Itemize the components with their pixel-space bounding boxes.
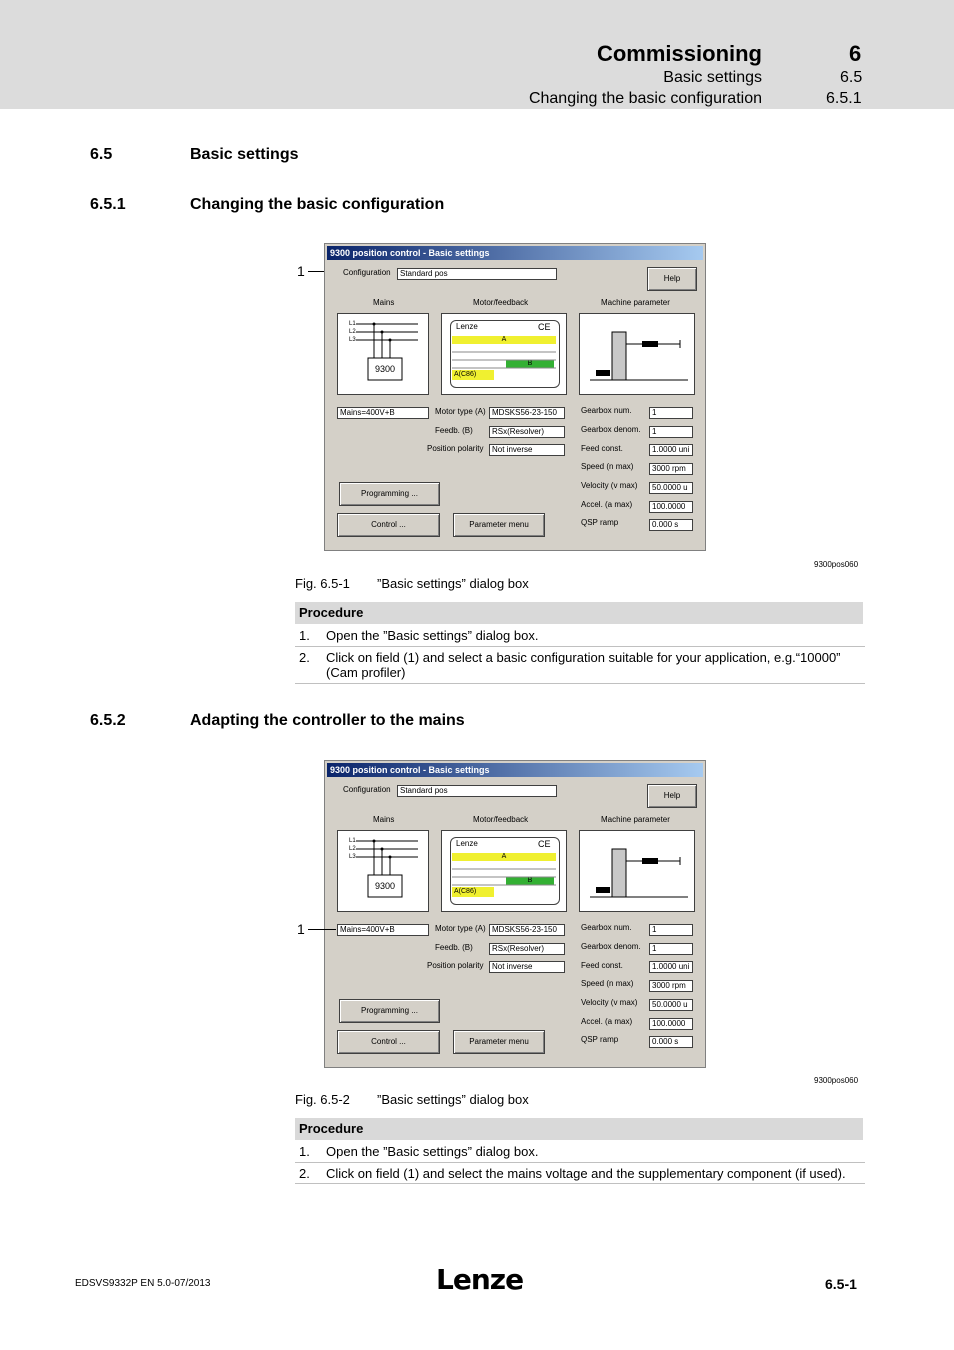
position-polarity-field[interactable]: Not inverse — [489, 961, 565, 973]
nameplate-grid — [452, 861, 556, 897]
heading-6-5-1-number: 6.5.1 — [90, 196, 126, 213]
nameplate-grid — [452, 344, 556, 380]
configuration-field[interactable]: Standard pos — [397, 785, 557, 797]
step-number: 1. — [299, 1144, 310, 1159]
gearbox-num-label: Gearbox num. — [581, 406, 632, 415]
qsp-ramp-label: QSP ramp — [581, 518, 619, 527]
bar-b: B — [506, 877, 554, 885]
motor-feedback-label: Motor/feedback — [473, 298, 529, 307]
heading-6-5-title: Basic settings — [190, 146, 299, 163]
motor-type-label: Motor type (A) — [435, 924, 486, 933]
heading-6-5-1-title: Changing the basic configuration — [190, 196, 445, 213]
gearbox-denom-field[interactable]: 1 — [649, 943, 693, 955]
dialog-titlebar: 9300 position control - Basic settings — [327, 246, 703, 260]
document-id: EDSVS9332P EN 5.0-07/2013 — [75, 1278, 211, 1289]
help-button[interactable]: Help — [647, 784, 697, 808]
bar-a: A — [452, 853, 556, 861]
heading-6-5-2-number: 6.5.2 — [90, 712, 126, 729]
configuration-field[interactable]: Standard pos — [397, 268, 557, 280]
procedure2-step — [295, 1141, 865, 1163]
gearbox-denom-field[interactable]: 1 — [649, 426, 693, 438]
motor-feedback-label: Motor/feedback — [473, 815, 529, 824]
figure2-caption-text: ”Basic settings” dialog box — [377, 1092, 529, 1107]
machine-parameter-label: Machine parameter — [601, 815, 670, 824]
gearbox-num-field[interactable]: 1 — [649, 924, 693, 936]
help-button[interactable]: Help — [647, 267, 697, 291]
position-polarity-field[interactable]: Not inverse — [489, 444, 565, 456]
motor-type-field[interactable]: MDSKS56-23-150 — [489, 407, 565, 419]
heading-6-5-number: 6.5 — [90, 146, 113, 163]
parameter-menu-button[interactable]: Parameter menu — [453, 1030, 545, 1054]
mains-field[interactable]: Mains=400V+B — [337, 407, 429, 419]
configuration-label: Configuration — [343, 785, 391, 794]
gearbox-num-field[interactable]: 1 — [649, 407, 693, 419]
chapter-title: Commissioning — [596, 41, 762, 66]
machine-parameter-pane[interactable] — [579, 313, 695, 395]
step-text: Click on field (1) and select the mains voltage and the supplementary component (if used). — [326, 1166, 846, 1181]
procedure1-step — [295, 647, 865, 684]
controller-label: 9300 — [375, 881, 396, 891]
gearbox-denom-label: Gearbox denom. — [581, 425, 641, 434]
step-text: Click on field (1) and select a basic configuration suitable for your application, e.g.“10000” (Cam profiler) — [326, 650, 841, 680]
mains-pane[interactable] — [337, 830, 429, 912]
page-number: 6.5-1 — [825, 1276, 857, 1292]
phase-l1: L1 — [349, 321, 356, 327]
ce-mark: CE — [538, 322, 551, 332]
chapter-number: 6 — [849, 41, 862, 66]
accel-field[interactable]: 100.0000 — [649, 501, 693, 513]
step-number: 2. — [299, 1166, 310, 1181]
bar-a-c86: A(C86) — [452, 887, 494, 897]
phase-l3: L3 — [349, 337, 356, 343]
feedback-field[interactable]: RSx(Resolver) — [489, 426, 565, 438]
feed-const-label: Feed const. — [581, 961, 623, 970]
controller-label: 9300 — [375, 364, 396, 374]
motor-type-field[interactable]: MDSKS56-23-150 — [489, 924, 565, 936]
control-button[interactable]: Control ... — [337, 1030, 440, 1054]
section-title: Basic settings — [663, 69, 762, 86]
configuration-label: Configuration — [343, 268, 391, 277]
gearbox-denom-label: Gearbox denom. — [581, 942, 641, 951]
feedback-label: Feedb. (B) — [435, 943, 473, 952]
lenze-brand: Lenze — [456, 322, 478, 331]
accel-field[interactable]: 100.0000 — [649, 1018, 693, 1030]
machine-diagram — [580, 831, 694, 911]
basic-settings-dialog — [324, 760, 706, 1068]
subsection-number: 6.5.1 — [826, 90, 862, 107]
basic-settings-dialog — [324, 243, 706, 551]
figure1-caption-number: Fig. 6.5-1 — [295, 576, 350, 591]
procedure2-step — [295, 1163, 865, 1184]
procedure1-step — [295, 625, 865, 647]
figure2-ref: 9300pos060 — [814, 1076, 859, 1085]
control-button[interactable]: Control ... — [337, 513, 440, 537]
bar-a: A — [452, 336, 556, 344]
programming-button[interactable]: Programming ... — [339, 999, 440, 1023]
callout-line — [308, 929, 336, 930]
step-text: Open the ”Basic settings” dialog box. — [326, 628, 539, 643]
mains-field[interactable]: Mains=400V+B — [337, 924, 429, 936]
ce-mark: CE — [538, 839, 551, 849]
mains-label: Mains — [373, 298, 395, 307]
phase-l2: L2 — [349, 846, 356, 852]
feed-const-field[interactable]: 1.0000 uni — [649, 961, 693, 973]
step-text: Open the ”Basic settings” dialog box. — [326, 1144, 539, 1159]
mains-label: Mains — [373, 815, 395, 824]
lenze-brand: Lenze — [456, 839, 478, 848]
subsection-title: Changing the basic configuration — [528, 90, 762, 107]
procedure1-heading: Procedure — [295, 602, 863, 624]
velocity-label: Velocity (v max) — [581, 998, 638, 1007]
figure2-callout — [297, 921, 305, 939]
feed-const-field[interactable]: 1.0000 uni — [649, 444, 693, 456]
velocity-label: Velocity (v max) — [581, 481, 638, 490]
machine-parameter-pane[interactable] — [579, 830, 695, 912]
figure1-callout — [297, 263, 305, 281]
procedure2-heading: Procedure — [295, 1118, 863, 1140]
figure2-caption-number: Fig. 6.5-2 — [295, 1092, 350, 1107]
step-number: 2. — [299, 650, 310, 665]
section-number: 6.5 — [840, 69, 863, 86]
velocity-field[interactable]: 50.0000 u — [649, 482, 693, 494]
qsp-ramp-field[interactable]: 0.000 s — [649, 1036, 693, 1048]
callout-number: 1 — [297, 263, 305, 279]
phase-l3: L3 — [349, 854, 356, 860]
speed-label: Speed (n max) — [581, 979, 634, 988]
programming-button[interactable]: Programming ... — [339, 482, 440, 506]
step-number: 1. — [299, 628, 310, 643]
motor-feedback-pane[interactable] — [441, 830, 567, 912]
qsp-ramp-field[interactable]: 0.000 s — [649, 519, 693, 531]
mains-pane[interactable] — [337, 313, 429, 395]
figure1-ref: 9300pos060 — [814, 560, 859, 569]
speed-field[interactable]: 3000 rpm — [649, 463, 693, 475]
qsp-ramp-label: QSP ramp — [581, 1035, 619, 1044]
figure1-caption-text: ”Basic settings” dialog box — [377, 576, 529, 591]
phase-l1: L1 — [349, 838, 356, 844]
feed-const-label: Feed const. — [581, 444, 623, 453]
accel-label: Accel. (a max) — [581, 500, 633, 509]
feedback-field[interactable]: RSx(Resolver) — [489, 943, 565, 955]
accel-label: Accel. (a max) — [581, 1017, 633, 1026]
gearbox-num-label: Gearbox num. — [581, 923, 632, 932]
speed-field[interactable]: 3000 rpm — [649, 980, 693, 992]
machine-diagram — [580, 314, 694, 394]
header-band — [0, 0, 954, 109]
motor-type-label: Motor type (A) — [435, 407, 486, 416]
parameter-menu-button[interactable]: Parameter menu — [453, 513, 545, 537]
speed-label: Speed (n max) — [581, 462, 634, 471]
motor-feedback-pane[interactable] — [441, 313, 567, 395]
phase-l2: L2 — [349, 329, 356, 335]
velocity-field[interactable]: 50.0000 u — [649, 999, 693, 1011]
position-polarity-label: Position polarity — [427, 961, 484, 970]
machine-parameter-label: Machine parameter — [601, 298, 670, 307]
lenze-logo: Lenze — [436, 1263, 524, 1296]
position-polarity-label: Position polarity — [427, 444, 484, 453]
feedback-label: Feedb. (B) — [435, 426, 473, 435]
heading-6-5-2-title: Adapting the controller to the mains — [190, 712, 465, 729]
dialog-titlebar: 9300 position control - Basic settings — [327, 763, 703, 777]
callout-number: 1 — [297, 921, 305, 937]
bar-b: B — [506, 360, 554, 368]
bar-a-c86: A(C86) — [452, 370, 494, 380]
